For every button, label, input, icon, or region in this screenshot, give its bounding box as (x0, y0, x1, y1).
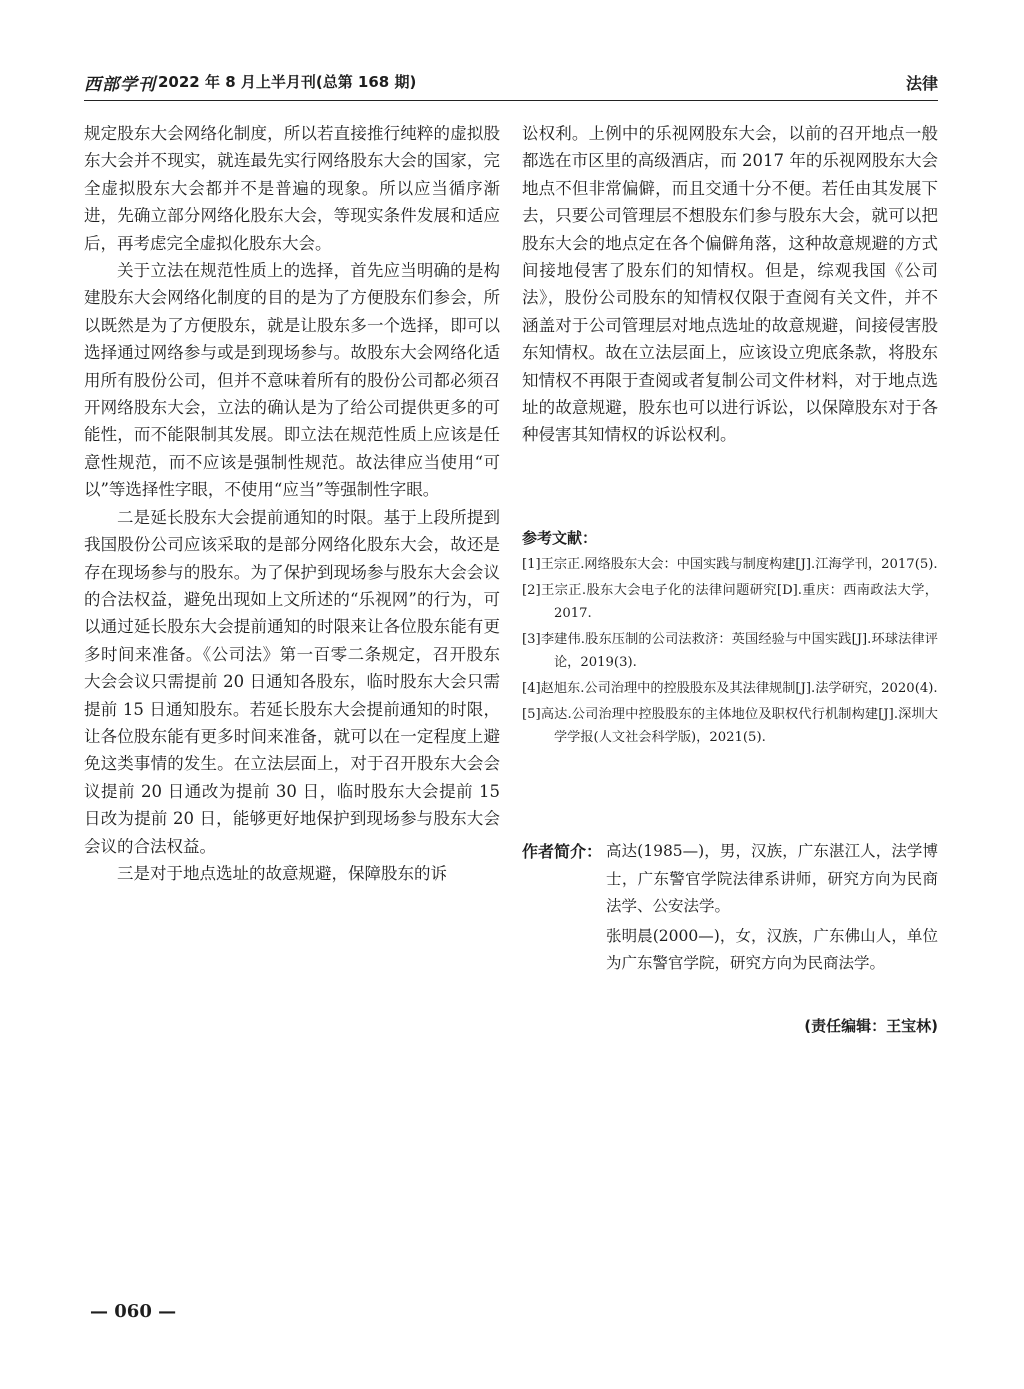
reference-item: [2]王宗正.股东大会电子化的法律问题研究[D].重庆：西南政法大学，2017. (522, 583, 938, 621)
page-header (84, 70, 938, 101)
left-column (84, 120, 500, 887)
issue-info: 2022 年 8 月上半月刊(总第 168 期) (158, 73, 417, 91)
paragraph: 三是对于地点选址的故意规避，保障股东的诉 (117, 863, 447, 883)
section-name: 法律 (905, 74, 938, 93)
paragraph: 关于立法在规范性质上的选择，首先应当明确的是构建股东大会网络化制度的目的是为了方便股东们参会，所以既然是为了方便股东，就是让股东多一个选择，即可以选择通过网络参与或是到现场参与。故股东大会网络化适用所有股份公司，但并不意味着所有的股份公司都必须召开网络股东大会，立法的确认是为了给公司提供更多的可能性，而不能限制其发展。即立法在规范性质上应该是任意性规范，而不应该是强制性规范。故法律应当使用“可以”等选择性字眼，不使用“应当”等强制性字眼。 (84, 261, 500, 500)
paragraph: 规定股东大会网络化制度，所以若直接推行纯粹的虚拟股东大会并不现实，就连最先实行网络股东大会的国家，完全虚拟股东大会都并不是普遍的现象。所以应当循序渐进，先确立部分网络化股东大会，等现实条件发展和适应后，再考虑完全虚拟化股东大会。 (84, 124, 500, 253)
page-number: — 060 — (90, 1301, 177, 1322)
reference-item: [3]李建伟.股东压制的公司法救济：英国经验与中国实践[J].环球法律评论，2019(3). (522, 632, 938, 670)
references-list (522, 553, 938, 752)
references-heading: 参考文献： (522, 529, 598, 547)
author-label: 作者简介： (522, 842, 603, 861)
paragraph: 二是延长股东大会提前通知的时限。基于上段所提到我国股份公司应该采取的是部分网络化股东大会，故还是存在现场参与的股东。为了保护到现场参与股东大会会议的合法权益，避免出现如上文所述的“乐视网”的行为，可以通过延长股东大会提前通知的时限来让各位股东能有更多时间来准备。《公司法》第一百零二条规定，召开股东大会会议只需提前 20 日通知各股东，临时股东大会只需提前 15 日通知股东。若延长股东大会提前通知的时限，让各位股东能有更多时间来准备，就可以在一定程度上避免这类事情的发生。在立法层面上，对于召开股东大会会议提前 20 日通改为提前 30 日，临时股东大会提前 15 日改为提前 20 日，能够更好地保护到现场参与股东大会会议的合法权益。 (84, 507, 500, 856)
reference-item: [5]高达.公司治理中控股股东的主体地位及职权代行机制构建[J].深圳大学学报(人文社会科学版)，2021(5). (522, 707, 938, 745)
journal-logo: 西部学刊 (84, 75, 156, 95)
author-entry: 张明晨(2000—)，女，汉族，广东佛山人，单位为广东警官学院，研究方向为民商法学。 (606, 926, 938, 972)
paragraph: 讼权利。上例中的乐视网股东大会，以前的召开地点一般都选在市区里的高级酒店，而 2017 年的乐视网股东大会地点不但非常偏僻，而且交通十分不便。若任由其发展下去，只要公司管理层不想股东们参与股东大会，就可以把股东大会的地点定在各个偏僻角落，这种故意规避的方式间接地侵害了股东们的知情权。但是，综观我国《公司法》，股份公司股东的知情权仅限于查阅有关文件，并不涵盖对于公司管理层对地点选址的故意规避，间接侵害股东知情权。故在立法层面上，应该设立兜底条款，将股东知情权不再限于查阅或者复制公司文件材料，对于地点选址的故意规避，股东也可以进行诉讼，以保障股东对于各种侵害其知情权的诉讼权利。 (522, 124, 938, 445)
right-column (522, 120, 938, 449)
author-entry: 高达(1985—)，男，汉族，广东湛江人，法学博士，广东警官学院法律系讲师，研究方向为民商法学、公安法学。 (606, 842, 938, 915)
reference-item: [4]赵旭东.公司治理中的控股股东及其法律规制[J].法学研究，2020(4). (522, 681, 938, 696)
author-entries (606, 838, 938, 980)
editor-credit: (责任编辑：王宝林) (804, 1017, 938, 1035)
reference-item: [1]王宗正.网络股东大会：中国实践与制度构建[J].江海学刊，2017(5). (522, 557, 938, 572)
